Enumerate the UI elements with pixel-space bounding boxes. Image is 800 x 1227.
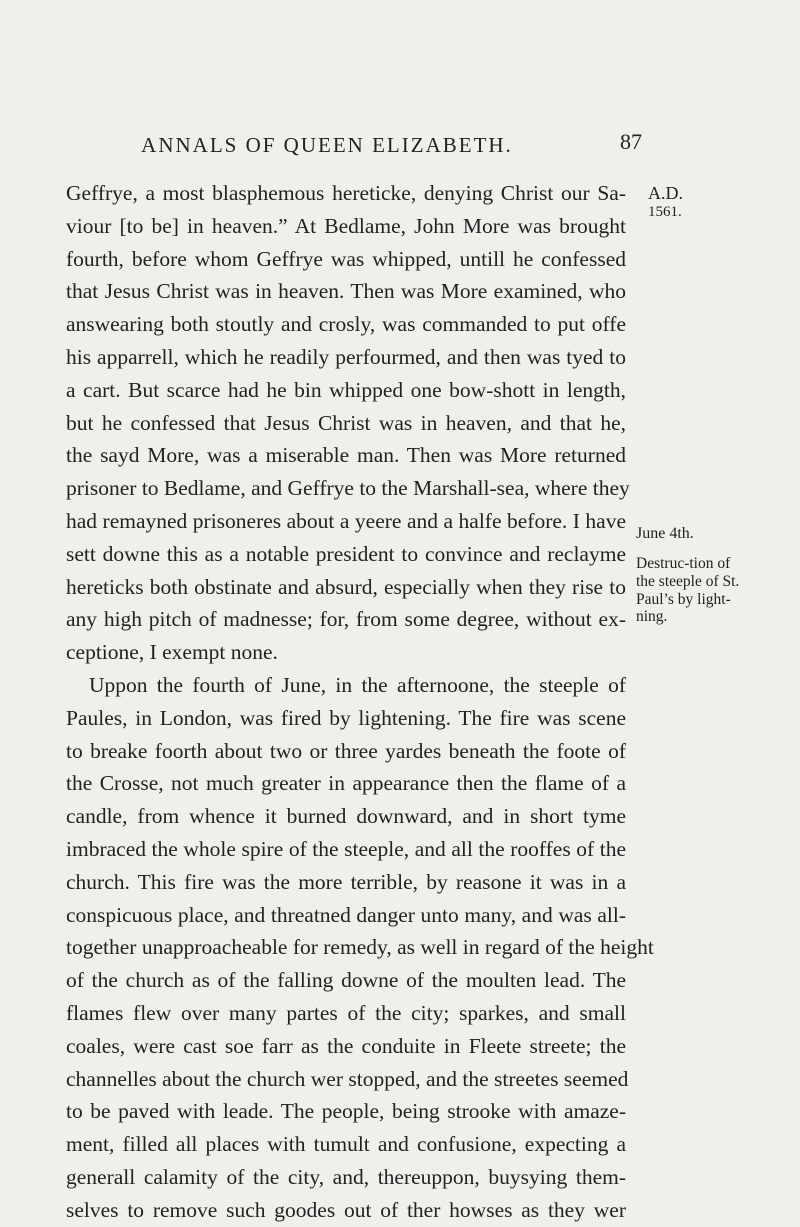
text-line: a cart. But scarce had he bin whipped one bow-shott in length, (66, 377, 626, 402)
text-line: together unapproacheable for remedy, as well in regard of the height (66, 935, 654, 960)
text-line: prisoner to Bedlame, and Geffrye to the Marshall-sea, where they (66, 476, 630, 501)
text-line: viour [to be] in heaven.” At Bedlame, John More was brought (66, 213, 626, 238)
text-line: selves to remove such goodes out of ther howses as they wer (66, 1197, 626, 1222)
margin-note: Destruc-tion of the steeple of St. Paul’s by light-ning. (636, 555, 740, 626)
text-line: hereticks both obstinate and absurd, especially when they rise to (66, 574, 626, 599)
text-line: flames flew over many partes of the city; sparkes, and small (66, 1000, 626, 1025)
text-line: fourth, before whom Geffrye was whipped, untill he confessed (66, 246, 626, 271)
text-line: of the church as of the falling downe of the moulten lead. The (66, 968, 626, 993)
text-line: coales, were cast soe farr as the conduite in Fleete streete; the (66, 1033, 626, 1058)
text-line: Geffrye, a most blasphemous hereticke, denying Christ our Sa- (66, 181, 626, 205)
text-line: channelles about the church wer stopped, and the streetes seemed (66, 1066, 629, 1091)
text-line: conspicuous place, and threatned danger unto many, and was all- (66, 902, 626, 927)
text-line: any high pitch of madnesse; for, from some degree, without ex- (66, 607, 626, 632)
text-line: the Crosse, not much greater in appearance then the flame of a (66, 771, 626, 796)
margin-year: 1561. (648, 204, 682, 220)
margin-year-label: A.D. (648, 183, 683, 203)
text-line: that Jesus Christ was in heaven. Then was More examined, who (66, 279, 626, 304)
text-line: to breake foorth about two or three yardes beneath the foote of (66, 738, 626, 763)
text-line: ment, filled all places with tumult and confusione, expecting a (66, 1132, 626, 1157)
text-line: his apparrell, which he readily perfourmed, and then was tyed to (66, 344, 626, 369)
text-line: generall calamity of the city, and, thereuppon, buysying them- (66, 1164, 626, 1189)
running-head: ANNALS OF QUEEN ELIZABETH. (141, 133, 513, 157)
main-text (66, 177, 654, 1227)
text-line: sett downe this as a notable president to convince and reclayme (66, 541, 626, 566)
page-header (112, 129, 642, 163)
text-line: the sayd More, was a miserable man. Then was More returned (66, 443, 626, 468)
text-line: imbraced the whole spire of the steeple, and all the rooffes of the (66, 836, 626, 861)
text-line: but he confessed that Jesus Christ was in heaven, and that he, (66, 410, 626, 435)
text-line: to be paved with leade. The people, being strooke with amaze- (66, 1099, 626, 1124)
text-line: church. This fire was the more terrible, by reasone it was in a (66, 869, 626, 894)
margin-date: June 4th. (636, 525, 694, 542)
text-line: candle, from whence it burned downward, and in short tyme (66, 804, 626, 829)
text-line: had remayned prisoneres about a yeere and a halfe before. I have (66, 508, 626, 533)
text-line: answearing both stoutly and crosly, was commanded to put offe (66, 312, 626, 337)
text-line: Uppon the fourth of June, in the afternoone, the steeple of (89, 672, 626, 697)
text-line: ceptione, I exempt none. (66, 640, 278, 665)
text-line: Paules, in London, was fired by lightening. The fire was scene (66, 705, 626, 730)
page-number: 87 (620, 129, 642, 154)
